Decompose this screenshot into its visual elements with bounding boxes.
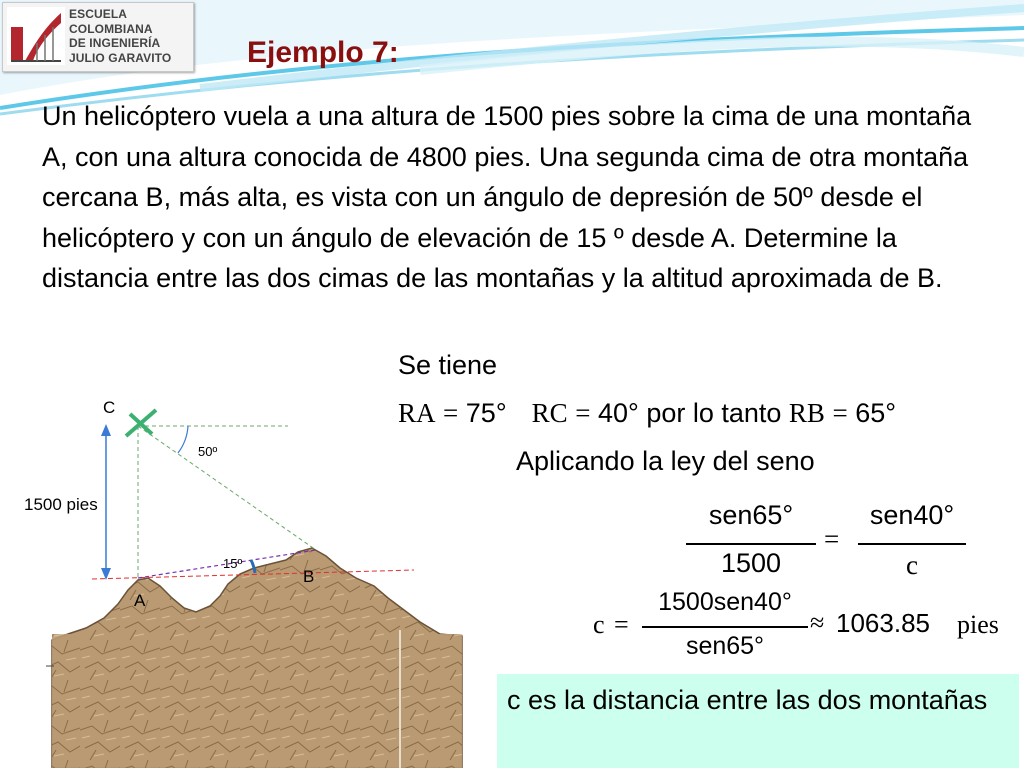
logo-line-4: JULIO GARAVITO [69,50,172,65]
label-angle-15: 15º [223,556,243,571]
problem-statement: Un helicóptero vuela a una altura de 1500 pies sobre la cima de una montaña A, con una altura conocida de 4800 pies. Una segunda cima de otra montaña cercana B, más alta, es vista con un ángulo de depresión de 50º desde el helicóptero y con un ángulo de elevación de 15 º desde A. Determine la distancia entre las dos cimas de las montañas y la altitud aproximada de B. [42,101,972,293]
label-angle-50: 50º [198,444,218,459]
rb-value: 65° [855,398,897,428]
logo-text [69,7,171,65]
label-c: C [103,398,116,417]
result-approx: ≈ [810,608,825,637]
school-logo [2,2,194,72]
rb-label: RB [788,398,825,428]
right-denominator: c [906,550,918,580]
logo-line-1: ESCUELA [69,7,128,21]
fraction-equals: = [824,524,840,554]
left-numerator: sen65° [708,500,794,530]
rb-equals: = [832,398,848,428]
height-label: 1500 pies [24,495,98,514]
result-unit: pies [957,610,999,639]
result-equals: = [614,610,629,639]
result-fraction-line [642,626,808,628]
logo-mark-icon [7,7,65,65]
ra-equals: = [443,398,459,428]
ra-label: RA [398,398,436,428]
helicopter-icon [126,410,156,436]
mountain-diagram [0,390,470,768]
result-c: c [593,610,605,639]
ra-value: 75° [465,398,507,428]
right-fraction-line [858,543,966,545]
se-tiene-text: Se tiene [398,350,498,380]
logo-line-3: DE INGENIERÍA [69,36,161,50]
right-numerator: sen40° [869,500,955,530]
rc-equals: = [575,398,591,428]
left-denominator: 1500 [720,548,782,578]
left-fraction-line [686,543,816,545]
label-b: B [303,567,315,586]
result-denominator: sen65° [685,632,765,660]
rc-label: RC [531,398,568,428]
result-numerator: 1500sen40° [658,588,792,616]
angle-results [398,398,896,429]
rc-value: 40° [597,398,639,428]
por-lo-tanto: por lo tanto [646,398,782,428]
conclusion-box: c es la distancia entre las dos montañas [497,674,1019,768]
label-a: A [134,591,146,610]
result-value: 1063.85 [836,608,930,638]
slide-title: Ejemplo 7: [247,36,399,69]
aplicando-text: Aplicando la ley del seno [516,446,815,476]
logo-line-2: COLOMBIANA [69,21,153,36]
